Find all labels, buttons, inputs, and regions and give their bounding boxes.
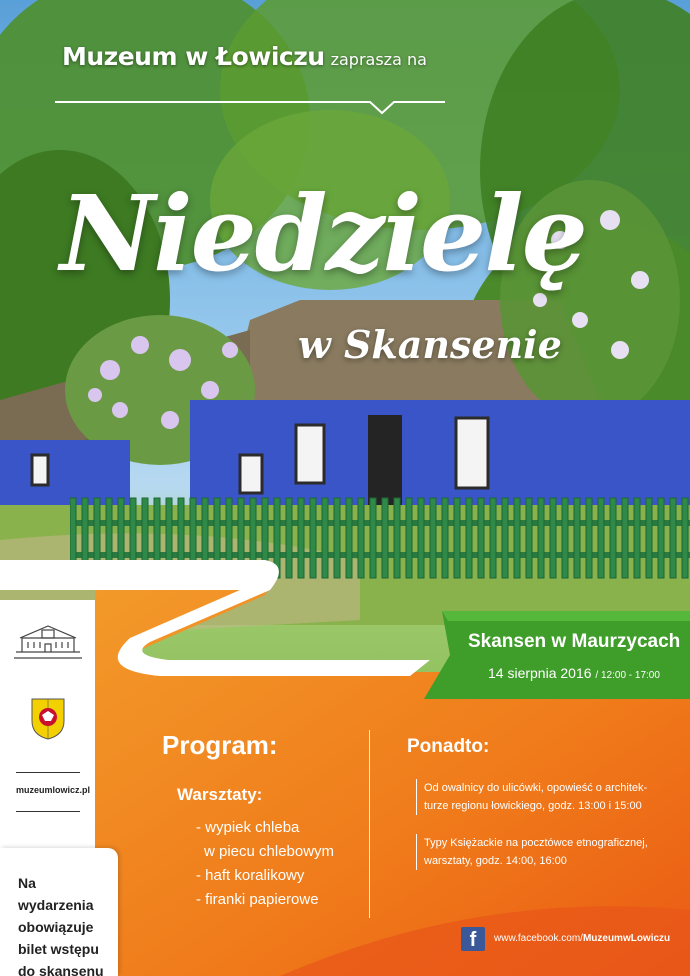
header bbox=[62, 42, 427, 71]
column-divider bbox=[369, 730, 370, 918]
facebook-icon[interactable]: f bbox=[461, 927, 485, 951]
list-item: w piecu chlebowym bbox=[204, 843, 335, 860]
note-line: Od owalnicy do ulicówki, opowieść o architek- bbox=[424, 782, 648, 794]
event-time: / 12:00 - 17:00 bbox=[595, 670, 660, 681]
note-line: warsztaty, godz. 14:00, 16:00 bbox=[424, 855, 567, 867]
event-date: 14 sierpnia 2016 bbox=[488, 665, 592, 681]
workshops-label: Warsztaty: bbox=[177, 785, 263, 804]
museum-name: Muzeum w Łowiczu bbox=[62, 42, 325, 71]
website-link[interactable]: muzeumlowicz.pl bbox=[16, 785, 91, 795]
note-postcards bbox=[416, 834, 664, 870]
coat-of-arms-icon bbox=[30, 697, 66, 741]
ticket-line: do skansenu bbox=[18, 963, 104, 976]
invite-text: zaprasza na bbox=[330, 50, 427, 69]
divider bbox=[16, 772, 80, 773]
ticket-line: obowiązuje bbox=[18, 919, 94, 935]
event-place: Skansen w Maurzycach bbox=[468, 631, 681, 652]
page-title: Niedzielę bbox=[60, 172, 586, 295]
facebook-page: MuzeumwLowiczu bbox=[582, 933, 671, 944]
program-title: Program: bbox=[162, 730, 278, 760]
page-subtitle: w Skansenie bbox=[298, 322, 562, 367]
museum-logo-icon bbox=[12, 618, 84, 666]
facebook-link[interactable] bbox=[494, 933, 670, 944]
header-divider bbox=[55, 98, 445, 118]
facebook-prefix: www.facebook.com/ bbox=[494, 933, 583, 944]
note-architecture bbox=[416, 779, 664, 815]
program-list bbox=[196, 816, 334, 912]
ticket-note bbox=[18, 872, 113, 976]
ticket-line: bilet wstępu bbox=[18, 941, 99, 957]
list-item: - haft koralikowy bbox=[196, 867, 305, 884]
note-line: turze regionu łowickiego, godz. 13:00 i 15:00 bbox=[424, 800, 642, 812]
list-item: - firanki papierowe bbox=[196, 891, 319, 908]
ticket-line: Na wydarzenia bbox=[18, 875, 94, 913]
event-banner bbox=[424, 611, 690, 699]
event-date-line bbox=[488, 665, 660, 681]
list-item: - wypiek chleba bbox=[196, 819, 300, 836]
also-title: Ponadto: bbox=[407, 736, 490, 757]
divider bbox=[16, 811, 80, 812]
note-line: Typy Księżackie na pocztówce etnograficznej, bbox=[424, 837, 648, 849]
